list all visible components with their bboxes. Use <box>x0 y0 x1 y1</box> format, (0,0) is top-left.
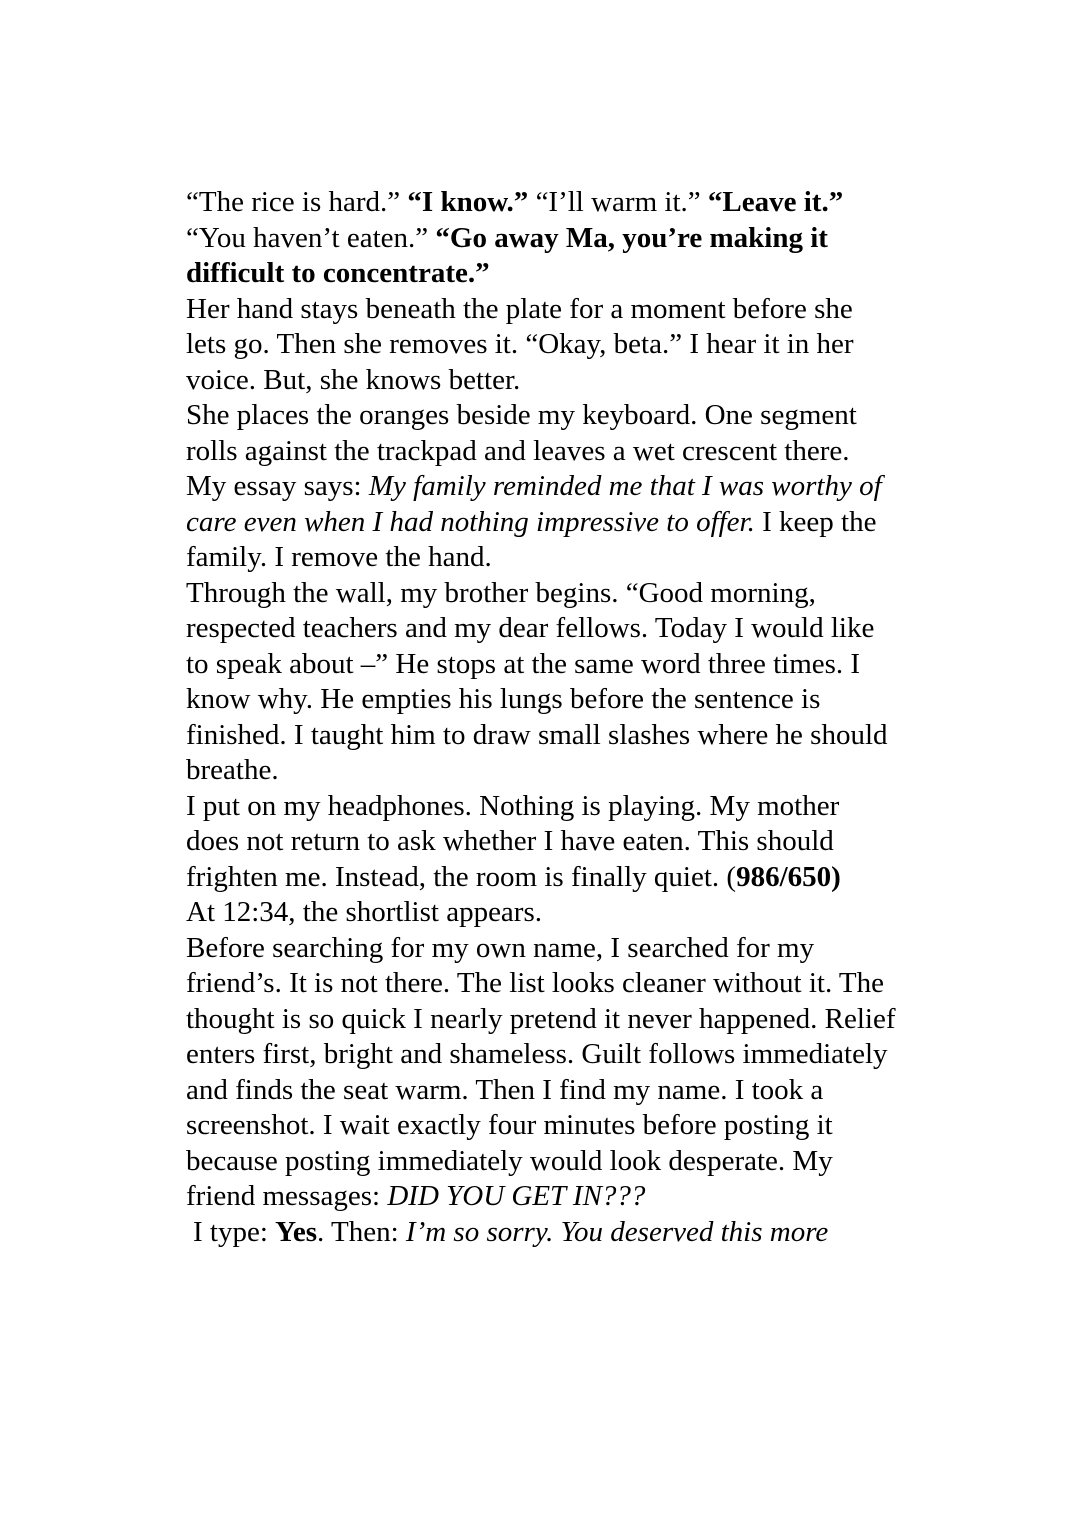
text-segment: Her hand stays beneath the plate for a moment before she lets go. Then she removes it. “Okay, beta.” I hear it in her voice. But, she knows better. <box>186 292 854 396</box>
paragraph-search <box>186 931 898 1215</box>
text-segment-bold: Yes <box>275 1215 318 1248</box>
text-segment: “You haven’t eaten.” <box>186 221 436 254</box>
text-segment: I put on my headphones. Nothing is playing. My mother does not return to ask whether I have eaten. This should frighten me. Instead, the room is finally quiet. ( <box>186 789 840 893</box>
text-segment-italic: I’m so sorry. You deserved this more <box>405 1215 829 1248</box>
text-segment-italic: DID YOU GET IN??? <box>387 1180 646 1212</box>
text-segment-bold: “Leave it.” <box>707 186 844 218</box>
text-segment: I keep the family. I remove the hand. <box>186 505 877 573</box>
paragraph-headphones <box>186 789 898 896</box>
text-segment-bold: 986/650) <box>736 860 841 893</box>
text-segment: Through the wall, my brother begins. “Good morning, respected teachers and my dear fellows. Today I would like to speak about –” He stops at the same word three times. I know why. He empties his lungs before the sentence is finished. I taught him to draw small slashes where he should breathe. <box>186 576 888 786</box>
paragraph-reply <box>186 1215 898 1251</box>
text-segment: I type: <box>193 1215 276 1248</box>
paragraph-hand <box>186 292 898 399</box>
text-segment-bold: “Go away Ma, you’re making it difficult to concentrate.” <box>186 221 828 289</box>
paragraph-shortlist-time <box>186 895 898 931</box>
paragraph-essay <box>186 469 898 576</box>
paragraph-brother <box>186 576 898 789</box>
text-segment: At 12:34, the shortlist appears. <box>186 896 543 928</box>
text-segment: Before searching for my own name, I searched for my friend’s. It is not there. The list looks cleaner without it. The thought is so quick I nearly pretend it never happened. Relief enters first, bright and shameless. Guilt follows immediately and finds the seat warm. Then I find my name. I took a screenshot. I wait exactly four minutes before posting it because posting immediately would look desperate. My friend messages: <box>186 931 896 1212</box>
text-segment: She places the oranges beside my keyboard. One segment rolls against the trackpad and leaves a wet crescent there. <box>186 399 857 467</box>
paragraph-dialogue <box>186 185 898 292</box>
text-segment-italic: My family reminded me that I was worthy of care even when I had nothing impressive to offer. <box>186 470 882 538</box>
text-segment-bold: “I know.” <box>407 186 529 218</box>
paragraph-oranges <box>186 398 898 469</box>
text-segment: “I’ll warm it.” <box>528 186 708 218</box>
text-segment: . Then: <box>317 1215 406 1248</box>
document-body <box>186 185 898 1250</box>
text-segment: “The rice is hard.” <box>186 186 408 218</box>
text-segment: My essay says: <box>186 470 369 502</box>
